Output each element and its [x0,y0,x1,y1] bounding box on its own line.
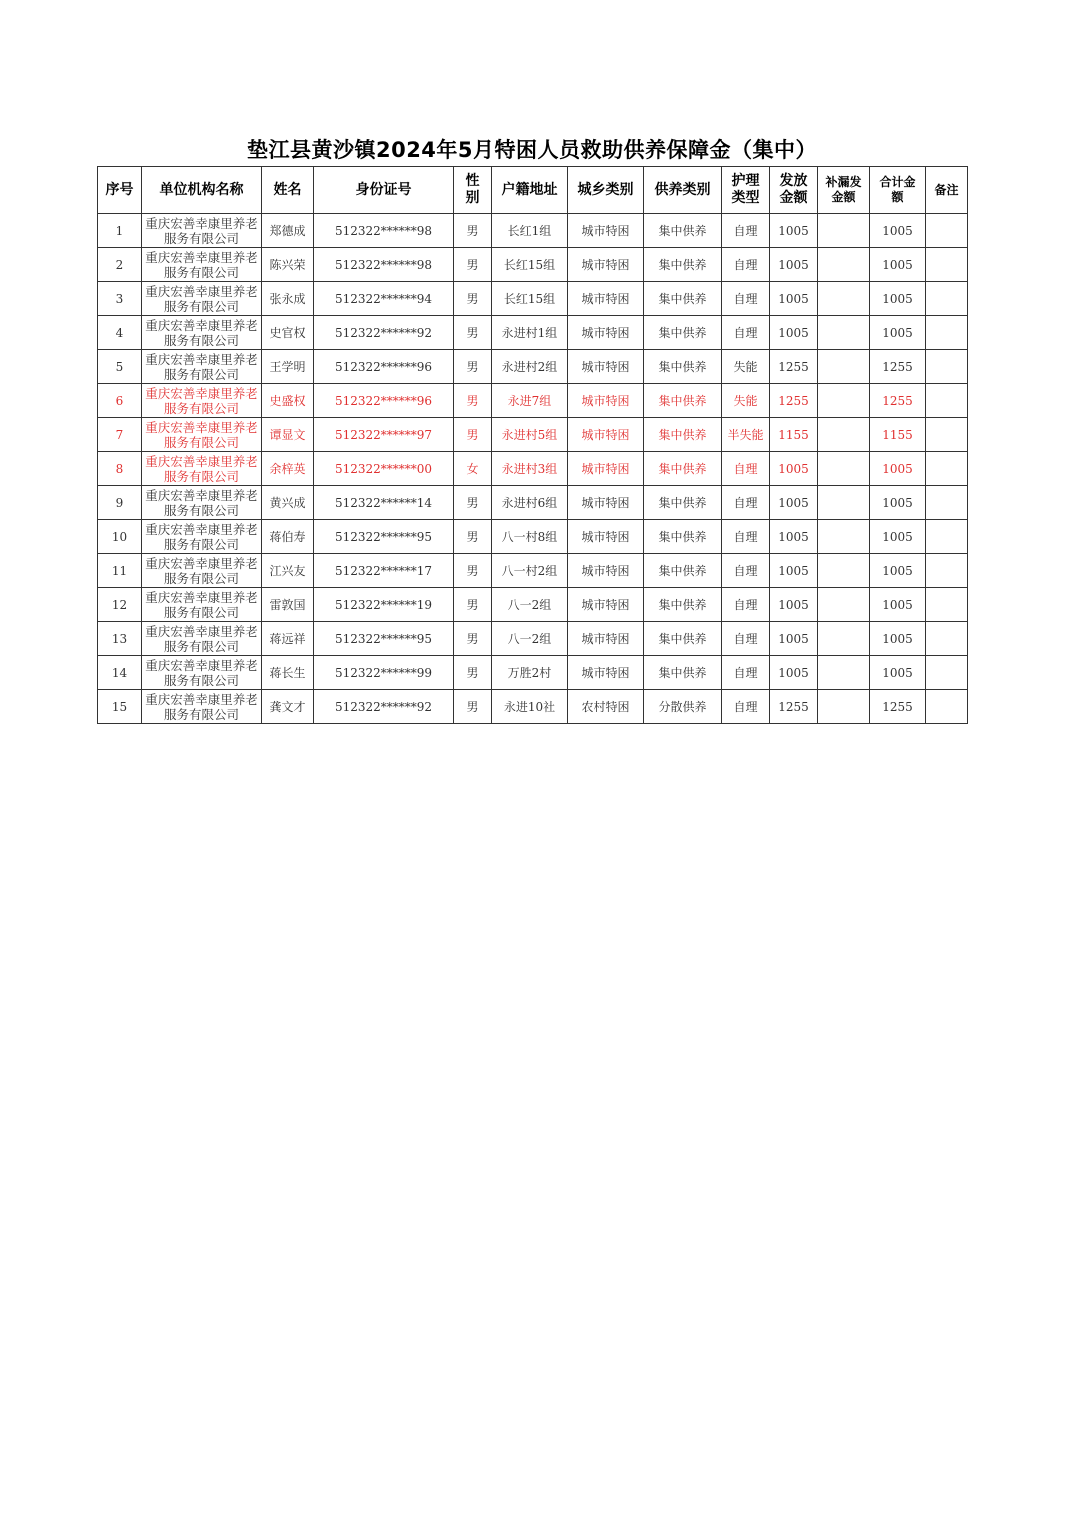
cell-address: 长红15组 [492,248,568,282]
cell-care-type: 自理 [722,214,770,248]
cell-amount: 1255 [770,350,818,384]
cell-seq: 3 [98,282,142,316]
cell-remark [926,316,968,350]
cell-name: 蒋长生 [262,656,314,690]
cell-total: 1005 [870,622,926,656]
cell-supplement [818,588,870,622]
cell-care-type: 自理 [722,452,770,486]
cell-support-type: 集中供养 [644,452,722,486]
cell-seq: 4 [98,316,142,350]
cell-category: 城市特困 [568,520,644,554]
cell-unit: 重庆宏善幸康里养老服务有限公司 [142,452,262,486]
cell-support-type: 集中供养 [644,588,722,622]
cell-address: 八一2组 [492,622,568,656]
header-supplement: 补漏发 金额 [818,167,870,214]
cell-seq: 5 [98,350,142,384]
cell-care-type: 失能 [722,384,770,418]
cell-supplement [818,316,870,350]
table-row [98,486,968,520]
table-row [98,214,968,248]
cell-total: 1005 [870,554,926,588]
cell-address: 八一村8组 [492,520,568,554]
header-support: 供养类别 [644,167,722,214]
cell-remark [926,520,968,554]
cell-gender: 男 [454,588,492,622]
cell-category: 城市特困 [568,316,644,350]
cell-supplement [818,384,870,418]
cell-category: 城市特困 [568,452,644,486]
cell-remark [926,690,968,724]
cell-amount: 1005 [770,656,818,690]
cell-remark [926,656,968,690]
header-unit: 单位机构名称 [142,167,262,214]
header-category: 城乡类别 [568,167,644,214]
cell-category: 城市特困 [568,418,644,452]
cell-gender: 男 [454,282,492,316]
cell-id-number: 512322******92 [314,690,454,724]
cell-name: 黄兴成 [262,486,314,520]
cell-unit: 重庆宏善幸康里养老服务有限公司 [142,656,262,690]
cell-total: 1155 [870,418,926,452]
table-row [98,282,968,316]
table-row [98,316,968,350]
table-row [98,452,968,486]
cell-id-number: 512322******97 [314,418,454,452]
cell-total: 1005 [870,316,926,350]
cell-amount: 1005 [770,248,818,282]
cell-care-type: 自理 [722,588,770,622]
cell-category: 城市特困 [568,486,644,520]
cell-remark [926,282,968,316]
cell-care-type: 自理 [722,248,770,282]
cell-address: 万胜2村 [492,656,568,690]
cell-amount: 1155 [770,418,818,452]
cell-gender: 男 [454,486,492,520]
cell-seq: 15 [98,690,142,724]
cell-gender: 男 [454,316,492,350]
cell-unit: 重庆宏善幸康里养老服务有限公司 [142,554,262,588]
cell-id-number: 512322******94 [314,282,454,316]
cell-total: 1005 [870,486,926,520]
cell-care-type: 自理 [722,282,770,316]
cell-support-type: 集中供养 [644,214,722,248]
cell-care-type: 半失能 [722,418,770,452]
cell-category: 城市特困 [568,214,644,248]
cell-amount: 1005 [770,214,818,248]
cell-supplement [818,350,870,384]
cell-unit: 重庆宏善幸康里养老服务有限公司 [142,520,262,554]
table-row [98,554,968,588]
cell-gender: 男 [454,520,492,554]
cell-name: 郑德成 [262,214,314,248]
cell-name: 余梓英 [262,452,314,486]
header-id: 身份证号 [314,167,454,214]
cell-total: 1255 [870,384,926,418]
cell-name: 王学明 [262,350,314,384]
cell-category: 城市特困 [568,282,644,316]
cell-supplement [818,452,870,486]
cell-support-type: 集中供养 [644,554,722,588]
header-remark: 备注 [926,167,968,214]
cell-support-type: 分散供养 [644,690,722,724]
table-row [98,656,968,690]
cell-category: 城市特困 [568,384,644,418]
cell-name: 龚文才 [262,690,314,724]
cell-care-type: 自理 [722,316,770,350]
cell-id-number: 512322******92 [314,316,454,350]
document-title: 垫江县黄沙镇2024年5月特困人员救助供养保障金（集中） [246,138,818,162]
cell-id-number: 512322******99 [314,656,454,690]
cell-gender: 女 [454,452,492,486]
cell-amount: 1255 [770,690,818,724]
cell-gender: 男 [454,418,492,452]
cell-unit: 重庆宏善幸康里养老服务有限公司 [142,316,262,350]
cell-name: 蒋伯寿 [262,520,314,554]
cell-amount: 1005 [770,452,818,486]
cell-seq: 11 [98,554,142,588]
cell-id-number: 512322******14 [314,486,454,520]
cell-care-type: 自理 [722,554,770,588]
cell-remark [926,554,968,588]
cell-support-type: 集中供养 [644,486,722,520]
cell-care-type: 失能 [722,350,770,384]
cell-name: 江兴友 [262,554,314,588]
cell-address: 八一村2组 [492,554,568,588]
cell-id-number: 512322******00 [314,452,454,486]
cell-seq: 13 [98,622,142,656]
cell-remark [926,214,968,248]
cell-name: 蒋远祥 [262,622,314,656]
cell-id-number: 512322******98 [314,214,454,248]
cell-unit: 重庆宏善幸康里养老服务有限公司 [142,350,262,384]
cell-address: 永进村2组 [492,350,568,384]
cell-support-type: 集中供养 [644,316,722,350]
cell-amount: 1005 [770,588,818,622]
cell-name: 史盛权 [262,384,314,418]
cell-address: 八一2组 [492,588,568,622]
cell-supplement [818,214,870,248]
cell-amount: 1005 [770,316,818,350]
cell-care-type: 自理 [722,690,770,724]
cell-category: 城市特困 [568,656,644,690]
cell-id-number: 512322******95 [314,520,454,554]
cell-supplement [818,520,870,554]
cell-unit: 重庆宏善幸康里养老服务有限公司 [142,248,262,282]
cell-address: 永进村3组 [492,452,568,486]
cell-support-type: 集中供养 [644,418,722,452]
cell-supplement [818,622,870,656]
cell-seq: 8 [98,452,142,486]
table-row [98,588,968,622]
cell-amount: 1255 [770,384,818,418]
header-care: 护理 类型 [722,167,770,214]
cell-supplement [818,690,870,724]
cell-remark [926,486,968,520]
cell-category: 城市特困 [568,622,644,656]
cell-id-number: 512322******98 [314,248,454,282]
cell-supplement [818,486,870,520]
cell-address: 永进村1组 [492,316,568,350]
cell-unit: 重庆宏善幸康里养老服务有限公司 [142,384,262,418]
cell-care-type: 自理 [722,486,770,520]
cell-support-type: 集中供养 [644,656,722,690]
cell-category: 城市特困 [568,350,644,384]
cell-seq: 10 [98,520,142,554]
cell-care-type: 自理 [722,622,770,656]
cell-name: 陈兴荣 [262,248,314,282]
cell-remark [926,350,968,384]
cell-total: 1005 [870,214,926,248]
cell-name: 谭显文 [262,418,314,452]
cell-address: 长红1组 [492,214,568,248]
cell-id-number: 512322******96 [314,384,454,418]
table-row [98,418,968,452]
cell-id-number: 512322******96 [314,350,454,384]
cell-unit: 重庆宏善幸康里养老服务有限公司 [142,418,262,452]
cell-category: 农村特困 [568,690,644,724]
cell-category: 城市特困 [568,554,644,588]
cell-id-number: 512322******95 [314,622,454,656]
cell-total: 1005 [870,520,926,554]
cell-category: 城市特困 [568,248,644,282]
cell-address: 永进村6组 [492,486,568,520]
cell-seq: 1 [98,214,142,248]
cell-gender: 男 [454,214,492,248]
cell-total: 1005 [870,248,926,282]
table-row [98,520,968,554]
cell-remark [926,622,968,656]
cell-id-number: 512322******19 [314,588,454,622]
cell-care-type: 自理 [722,520,770,554]
table-row [98,248,968,282]
cell-gender: 男 [454,656,492,690]
cell-unit: 重庆宏善幸康里养老服务有限公司 [142,214,262,248]
cell-support-type: 集中供养 [644,520,722,554]
cell-support-type: 集中供养 [644,622,722,656]
cell-total: 1005 [870,588,926,622]
cell-amount: 1005 [770,486,818,520]
cell-care-type: 自理 [722,656,770,690]
cell-gender: 男 [454,622,492,656]
header-amount: 发放 金额 [770,167,818,214]
cell-supplement [818,418,870,452]
cell-amount: 1005 [770,554,818,588]
table-header-row [98,167,968,214]
cell-gender: 男 [454,554,492,588]
cell-remark [926,248,968,282]
cell-support-type: 集中供养 [644,384,722,418]
cell-remark [926,588,968,622]
header-total: 合计金 额 [870,167,926,214]
cell-total: 1255 [870,350,926,384]
cell-gender: 男 [454,350,492,384]
cell-amount: 1005 [770,520,818,554]
header-name: 姓名 [262,167,314,214]
cell-unit: 重庆宏善幸康里养老服务有限公司 [142,282,262,316]
cell-name: 史官权 [262,316,314,350]
cell-gender: 男 [454,690,492,724]
cell-remark [926,452,968,486]
cell-supplement [818,282,870,316]
cell-amount: 1005 [770,622,818,656]
table-body [98,214,968,724]
cell-gender: 男 [454,384,492,418]
cell-address: 长红15组 [492,282,568,316]
cell-supplement [818,554,870,588]
cell-unit: 重庆宏善幸康里养老服务有限公司 [142,690,262,724]
cell-address: 永进7组 [492,384,568,418]
cell-unit: 重庆宏善幸康里养老服务有限公司 [142,486,262,520]
table-row [98,350,968,384]
cell-seq: 2 [98,248,142,282]
header-seq: 序号 [98,167,142,214]
cell-address: 永进10社 [492,690,568,724]
cell-seq: 14 [98,656,142,690]
cell-total: 1005 [870,656,926,690]
header-address: 户籍地址 [492,167,568,214]
table-row [98,384,968,418]
table-row [98,690,968,724]
cell-gender: 男 [454,248,492,282]
cell-supplement [818,248,870,282]
cell-supplement [818,656,870,690]
cell-id-number: 512322******17 [314,554,454,588]
cell-total: 1005 [870,452,926,486]
cell-seq: 6 [98,384,142,418]
header-gender: 性 别 [454,167,492,214]
cell-total: 1005 [870,282,926,316]
cell-unit: 重庆宏善幸康里养老服务有限公司 [142,622,262,656]
table-row [98,622,968,656]
cell-seq: 12 [98,588,142,622]
cell-support-type: 集中供养 [644,248,722,282]
cell-support-type: 集中供养 [644,282,722,316]
beneficiary-table [97,166,968,724]
cell-address: 永进村5组 [492,418,568,452]
cell-seq: 9 [98,486,142,520]
cell-seq: 7 [98,418,142,452]
cell-category: 城市特困 [568,588,644,622]
cell-remark [926,384,968,418]
cell-amount: 1005 [770,282,818,316]
cell-name: 张永成 [262,282,314,316]
cell-unit: 重庆宏善幸康里养老服务有限公司 [142,588,262,622]
cell-remark [926,418,968,452]
cell-support-type: 集中供养 [644,350,722,384]
cell-name: 雷敦国 [262,588,314,622]
cell-total: 1255 [870,690,926,724]
